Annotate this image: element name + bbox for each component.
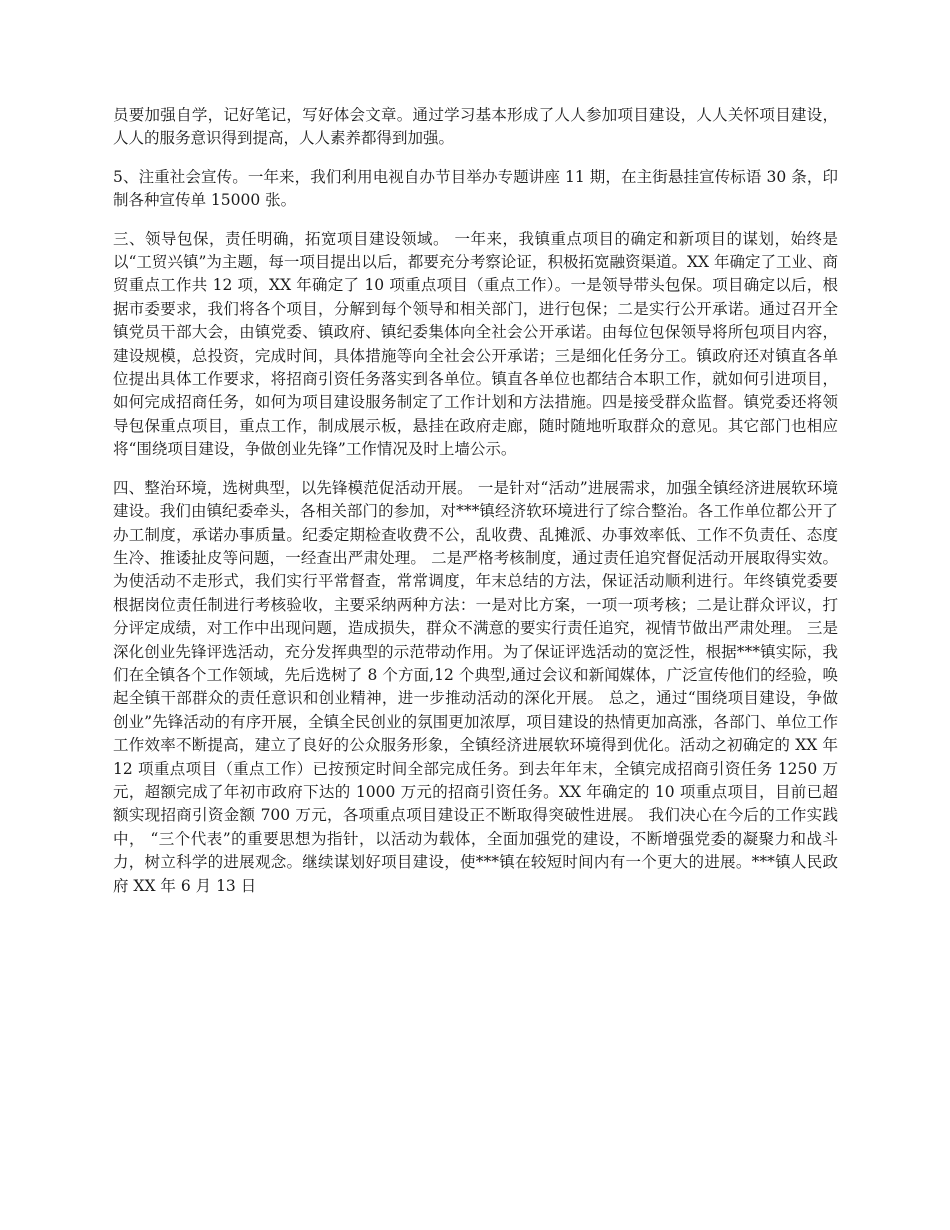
paragraph-1: 员要加强自学，记好笔记，写好体会文章。通过学习基本形成了人人参加项目建设，人人关怀项目建设，人人的服务意识得到提高，人人素养都得到加强。: [113, 106, 838, 148]
paragraph-4: 四、整治环境，选树典型，以先锋模范促活动开展。 一是针对“活动”进展需求，加强全镇经济进展软环境建设。我们由镇纪委牵头，各相关部门的参加，对***镇经济软环境进行了综合整治。各工作单位都公开了办工制度，承诺办事质量。纪委定期检查收费不公，乱收费、乱摊派、办事效率低、工作不负责任、态度生冷、推诿扯皮等问题，一经查出严肃处理。 二是严格考核制度，通过责任追究督促活动开展取得实效。为使活动不走形式，我们实行平常督查，常常调度，年末总结的方法，保证活动顺利进行。年终镇党委要根据岗位责任制进行考核验收，主要采纳两种方法：一是对比方案，一项一项考核；二是让群众评议，打分评定成绩，对工作中出现问题，造成损失，群众不满意的要实行责任追究，视情节做出严肃处理。 三是深化创业先锋评选活动，充分发挥典型的示范带动作用。为了保证评选活动的宽泛性，根据***镇实际，我们在全镇各个工作领域，先后选树了 8 个方面,12 个典型,通过会议和新闻媒体，广泛宣传他们的经验，唤起全镇干部群众的责任意识和创业精神，进一步推动活动的深化开展。 总之，通过“围绕项目建设，争做创业”先锋活动的有序开展，全镇全民创业的氛围更加浓厚，项目建设的热情更加高涨，各部门、单位工作工作效率不断提高，建立了良好的公众服务形象，全镇经济进展软环境得到优化。活动之初确定的 XX 年 12 项重点项目（重点工作）已按预定时间全部完成任务。到去年年末，全镇完成招商引资任务 1250 万元，超额完成了年初市政府下达的 1000 万元的招商引资任务。XX 年确定的 10 项重点项目，目前已超额实现招商引资金额 700 万元，各项重点项目建设正不断取得突破性进展。 我们决心在今后的工作实践中， “三个代表”的重要思想为指针，以活动为载体，全面加强党的建设，不断增强党委的凝聚力和战斗力，树立科学的进展观念。继续谋划好项目建设，使***镇在较短时间内有一个更大的进展。***镇人民政府 XX 年 6 月 13 日: [113, 478, 838, 895]
paragraph-3: 三、领导包保，责任明确，拓宽项目建设领域。 一年来，我镇重点项目的确定和新项目的谋划，始终是以“工贸兴镇”为主题，每一项目提出以后，都要充分考察论证，积极拓宽融资渠道。XX 年确定了工业、商贸重点工作共 12 项，XX 年确定了 10 项重点项目（重点工作）。一是领导带头包保。项目确定以后，根据市委要求，我们将各个项目，分解到每个领导和相关部门，进行包保；二是实行公开承诺。通过召开全镇党员干部大会，由镇党委、镇政府、镇纪委集体向全社会公开承诺。由每位包保领导将所包项目内容，建设规模，总投资，完成时间，具体措施等向全社会公开承诺；三是细化任务分工。镇政府还对镇直各单位提出具体工作要求，将招商引资任务落实到各单位。镇直各单位也都结合本职工作，就如何引进项目，如何完成招商任务，如何为项目建设服务制定了工作计划和方法措施。四是接受群众监督。镇党委还将领导包保重点项目，重点工作，制成展示板，悬挂在政府走廊，随时随地听取群众的意见。其它部门也相应将“围绕项目建设，争做创业先锋”工作情况及时上墙公示。: [113, 229, 838, 459]
paragraph-2: 5、注重社会宣传。一年来，我们利用电视自办节目举办专题讲座 11 期，在主街悬挂宣传标语 30 条，印制各种宣传单 15000 张。: [113, 167, 838, 210]
document-body: [113, 104, 838, 913]
